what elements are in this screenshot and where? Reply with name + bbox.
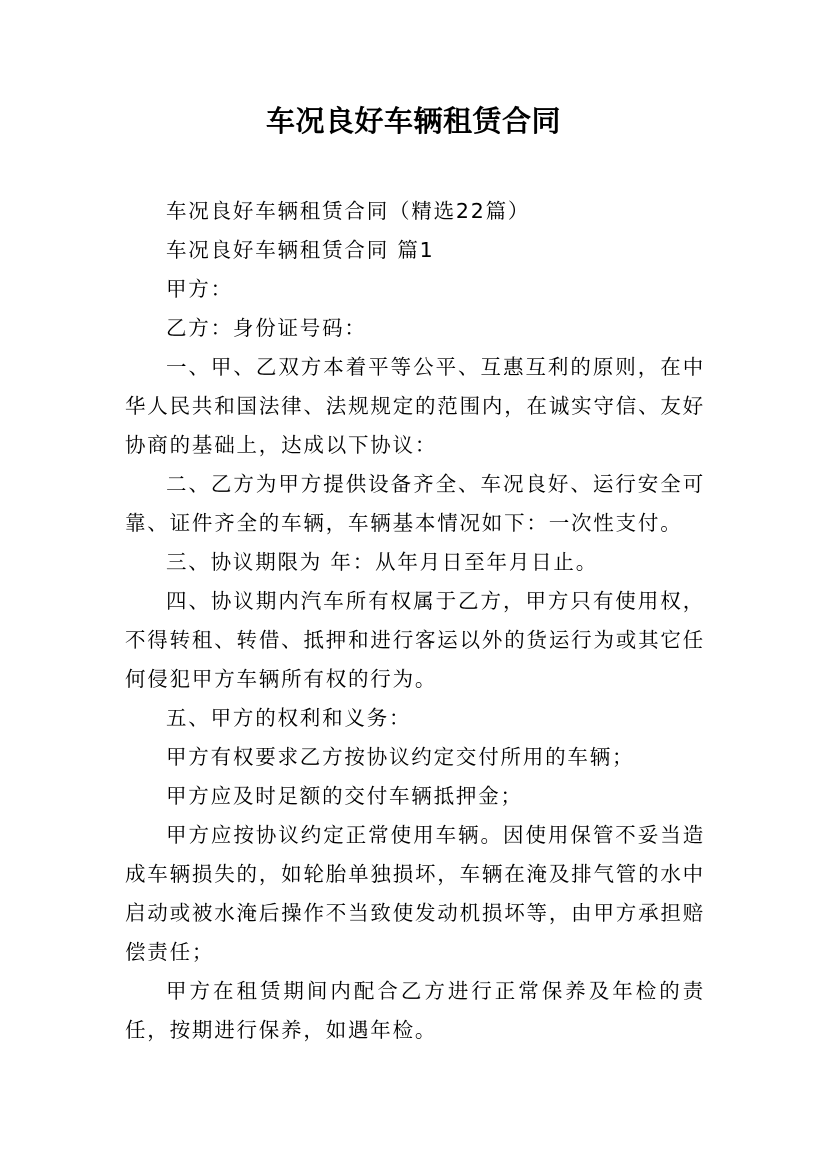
paragraph-clause-5-item-3: 甲方应按协议约定正常使用车辆。因使用保管不妥当造成车辆损失的，如轮胎单独损坏，车辆在淹及排气管的水中启动或被水淹后操作不当致使发动机损坏等，由甲方承担赔偿责任； (125, 823, 705, 964)
paragraph-party-b: 乙方：身份证号码： (166, 316, 367, 340)
paragraph-clause-5-item-4: 甲方在租赁期间内配合乙方进行正常保养及年检的责任，按期进行保养，如遇年检。 (125, 979, 705, 1042)
paragraph-clause-3: 三、协议期限为 年：从年月日至年月日止。 (166, 550, 599, 574)
paragraph-clause-1: 一、甲、乙双方本着平等公平、互惠互利的原则，在中华人民共和国法律、法规规定的范围内，在诚实守信、友好协商的基础上，达成以下协议： (125, 355, 705, 457)
paragraph-clause-5: 五、甲方的权利和义务： (166, 706, 412, 730)
paragraph-clause-5-item-2: 甲方应及时足额的交付车辆抵押金； (166, 784, 523, 808)
paragraph-clause-4: 四、协议期内汽车所有权属于乙方，甲方只有使用权，不得转租、转借、抵押和进行客运以外的货运行为或其它任何侵犯甲方车辆所有权的行为。 (125, 589, 705, 691)
document-title: 车况良好车辆租赁合同 (265, 104, 561, 138)
paragraph-clause-5-item-1: 甲方有权要求乙方按协议约定交付所用的车辆； (166, 745, 635, 769)
document-body (125, 192, 705, 1050)
paragraph-clause-2: 二、乙方为甲方提供设备齐全、车况良好、运行安全可靠、证件齐全的车辆，车辆基本情况如下：一次性支付。 (125, 472, 705, 535)
paragraph-section-heading: 车况良好车辆租赁合同 篇1 (166, 238, 435, 262)
paragraph-subtitle: 车况良好车辆租赁合同（精选22篇） (166, 199, 531, 223)
paragraph-party-a: 甲方： (166, 277, 233, 301)
